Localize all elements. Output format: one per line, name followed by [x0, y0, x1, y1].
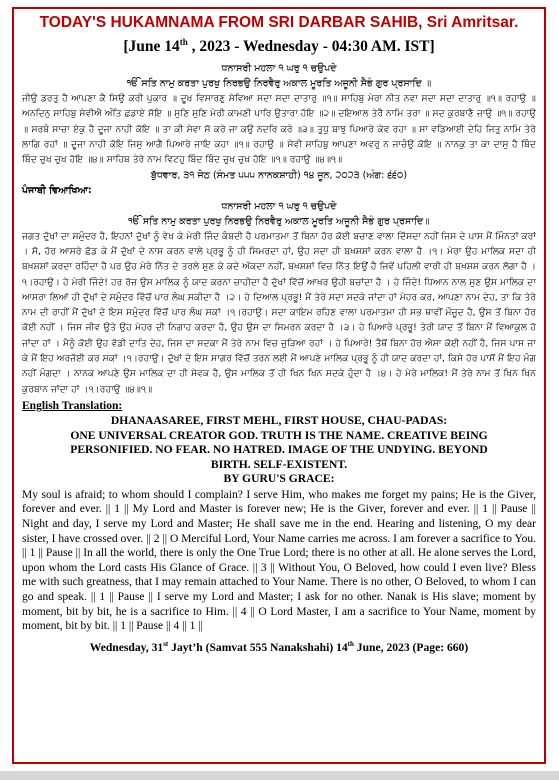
- gurmukhi-mool-mantar: ੴ ਸਤਿ ਨਾਮੁ ਕਰਤਾ ਪੁਰਖੁ ਨਿਰਭਉ ਨਿਰਵੈਰੁ ਅਕਾਲ ਮੂਰਤਿ ਅਜੂਨੀ ਸੈਭੰ ਗੁਰ ਪ੍ਰਸਾਦਿ ॥: [126, 78, 432, 90]
- date-prefix: [June 14: [123, 38, 180, 56]
- punjabi-heading: ਧਨਾਸਰੀ ਮਹਲਾ ੧ ਘਰੁ ੧ ਚਉਪਦੇ: [221, 200, 337, 212]
- punjabi-label: ਪੰਜਾਬੀ ਵਿਆਖਿਆ:: [22, 184, 92, 196]
- footer-sup-1: st: [163, 639, 169, 648]
- english-heading-3: PERSONIFIED. NO FEAR. NO HATRED. IMAGE OF THE UNDYING. BEYOND: [70, 443, 488, 457]
- english-heading-5: BY GURU'S GRACE:: [223, 472, 335, 486]
- punjabi-mool-mantar: ੴ ਸਤਿ ਨਾਮੁ ਕਰਤਾ ਪੁਰਖੁ ਨਿਰਭਉ ਨਿਰਵੈਰੁ ਅਕਾਲ ਮੂਰਤਿ ਅਜੂਨੀ ਸੈਭੰ ਗੁਰ ਪ੍ਰਸਾਦਿ॥: [128, 215, 430, 227]
- date-line: [22, 32, 536, 57]
- footer-part-c: June, 2023 (Page: 660): [353, 640, 469, 654]
- hukamnama-frame: [12, 7, 546, 764]
- gurmukhi-date-line: ਬੁੱਧਵਾਰ, ੩੧ ਜੇਠ (ਸੰਮਤ ੫੫੫ ਨਾਨਕਸ਼ਾਹੀ) ੧੪ ਜੂਨ, ੨੦੨੩ (ਅੰਗ: ੬੬੦): [150, 169, 408, 181]
- date-suffix: , 2023 - Wednesday - 04:30 AM. IST]: [187, 38, 435, 56]
- gurmukhi-heading: ਧਨਾਸਰੀ ਮਹਲਾ ੧ ਘਰੁ ੧ ਚਉਪਦੇ: [221, 63, 337, 75]
- punjabi-explanation: ਜਗਤ ਦੁੱਖਾਂ ਦਾ ਸਮੁੰਦਰ ਹੈ, ਇਹਨਾਂ ਦੁੱਖਾਂ ਨੂੰ ਵੇਖ ਕੇ ਮੇਰੀ ਜਿੰਦ ਕੰਬਦੀ ਹੈ ਪਰਮਾਤਮਾ ਤੋਂ ਬਿਨਾ ਹੋਰ ਕੋਈ ਬਚਾਣ ਵਾਲਾ ਦਿੱਸਦਾ ਨਹੀਂ ਜਿਸ ਦੇ ਪਾਸ ਮੈਂ ਮਿੰਨਤਾਂ ਕਰਾਂ । ਸੋ, ਹੋਰ ਆਸਰੇ ਛੱਡ ਕੇ ਮੈਂ ਦੁੱਖਾਂ ਦੇ ਨਾਸ ਕਰਨ ਵਾਲੇ ਪ੍ਰਭੂ ਨੂੰ ਹੀ ਸਿਮਰਦਾ ਹਾਂ, ਉਹ ਸਦਾ ਹੀ ਬਖ਼ਸ਼ਸ਼ਾਂ ਕਰਨ ਵਾਲਾ ਹੈ ।੧। ਮੇਰਾ ਉਹ ਮਾਲਿਕ ਸਦਾ ਹੀ ਬਖ਼ਸ਼ਸ਼ਾਂ ਕਰਦਾ ਰਹਿੰਦਾ ਹੈ ਪਰ ਉਹ ਮੇਰੇ ਨਿੱਤ ਦੇ ਤਰਲੇ ਸੁਣ ਕੇ ਕਦੇ ਅੱਕਦਾ ਨਹੀਂ, ਬਖ਼ਸ਼ਸ਼ਾਂ ਵਿਚ ਨਿੱਤ ਇਉਂ ਹੈ ਜਿਵੇਂ ਪਹਿਲੀ ਵਾਰੀ ਹੀ ਬਖ਼ਸ਼ਸ਼ ਕਰਨ ਲੱਗਾ ਹੈ ।੧।ਰਹਾਉ। ਹੇ ਮੇਰੀ ਜਿੰਦੇ! ਹਰ ਰੋਜ਼ ਉਸ ਮਾਲਿਕ ਨੂੰ ਯਾਦ ਕਰਨਾ ਚਾਹੀਦਾ ਹੈ ਦੁੱਖਾਂ ਵਿੱਚੋਂ ਆਖ਼ਰ ਉਹੀ ਬਚਾਂਦਾ ਹੈ । ਹੇ ਜਿੰਦੇ! ਧਿਆਨ ਨਾਲ ਸੁਣ ਉਸ ਮਾਲਿਕ ਦਾ ਆਸਰਾ ਲਿਆਂ ਹੀ ਦੁੱਖਾਂ ਦੇ ਸਮੁੰਦਰ ਵਿੱਚੋਂ ਪਾਰ ਲੰਘ ਸਕੀਦਾ ਹੈ ।੨। ਹੇ ਦਿਆਲ ਪ੍ਰਭੂ! ਮੈਂ ਤੇਰੇ ਸਦਾ ਸਦਕੇ ਜਾਂਦਾ ਹਾਂ ਮੇਹਰ ਕਰ, ਆਪਣਾ ਨਾਮ ਦੇਹ, ਤਾ ਕਿ ਤੇਰੇ ਨਾਮ ਦੀ ਰਾਹੀਂ ਮੈਂ ਦੁੱਖਾਂ ਦੇ ਇਸ ਸਮੁੰਦਰ ਵਿੱਚੋਂ ਪਾਰ ਲੰਘ ਸਕਾਂ ।੧।ਰਹਾਉ। ਸਦਾ ਕਾਇਮ ਰਹਿਣ ਵਾਲਾ ਪਰਮਾਤਮਾ ਹੀ ਸਭ ਥਾਵੀਂ ਮੌਜੂਦ ਹੈ, ਉਸ ਤੋਂ ਬਿਨਾ ਹੋਰ ਕੋਈ ਨਹੀਂ । ਜਿਸ ਜੀਵ ਉਤੇ ਉਹ ਮੇਹਰ ਦੀ ਨਿਗਾਹ ਕਰਦਾ ਹੈ, ਉਹ ਉਸ ਦਾ ਸਿਮਰਨ ਕਰਦਾ ਹੈ ।੩। ਹੇ ਪਿਆਰੇ ਪ੍ਰਭੂ! ਤੇਰੀ ਯਾਦ ਤੋਂ ਬਿਨਾ ਮੈਂ ਵਿਆਕੁਲ ਹੋ ਜਾਂਦਾ ਹਾਂ । ਮੈਨੂੰ ਕੋਈ ਉਹ ਵੱਡੀ ਦਾਤਿ ਦੇਹ, ਜਿਸ ਦਾ ਸਦਕਾ ਮੈਂ ਤੇਰੇ ਨਾਮ ਵਿਚ ਜੁੜਿਆ ਰਹਾਂ । ਹੇ ਪਿਆਰੇ! ਤੈਥੋਂ ਬਿਨਾ ਹੋਰ ਐਸਾ ਕੋਈ ਨਹੀਂ ਹੈ, ਜਿਸ ਪਾਸ ਜਾ ਕੇ ਮੈਂ ਇਹ ਅਰਜ਼ੋਈ ਕਰ ਸਕਾਂ ।੧।ਰਹਾਉ। ਦੁੱਖਾਂ ਦੇ ਇਸ ਸਾਗਰ ਵਿੱਚੋਂ ਤਰਨ ਲਈ ਮੈਂ ਆਪਣੇ ਮਾਲਿਕ ਪ੍ਰਭੂ ਨੂੰ ਹੀ ਯਾਦ ਕਰਦਾ ਹਾਂ, ਕਿਸੇ ਹੋਰ ਪਾਸੋਂ ਮੈਂ ਇਹ ਮੰਗ ਨਹੀਂ ਮੰਗਦਾ । ਨਾਨਕ ਆਪਣੇ ਉਸ ਮਾਲਿਕ ਦਾ ਹੀ ਸੇਵਕ ਹੈ, ਉਸ ਮਾਲਿਕ ਤੋਂ ਹੀ ਖਿਨ ਖਿਨ ਸਦਕੇ ਹੁੰਦਾ ਹੈ ।੪। ਹੇ ਮੇਰੇ ਮਾਲਿਕ! ਮੈਂ ਤੇਰੇ ਨਾਮ ਤੋਂ ਖਿਨ ਖਿਨ ਕੁਰਬਾਨ ਜਾਂਦਾ ਹਾਂ ।੧।ਰਹਾਉ ॥੪॥੧॥: [22, 230, 536, 395]
- english-heading-2: ONE UNIVERSAL CREATOR GOD. TRUTH IS THE NAME. CREATIVE BEING: [70, 428, 488, 442]
- date-sup: th: [179, 37, 188, 47]
- footer-part-a: Wednesday, 31: [89, 640, 164, 654]
- english-heading-1: DHANAASAREE, FIRST MEHL, FIRST HOUSE, CHAU-PADAS:: [110, 413, 448, 427]
- english-date-footer: [22, 636, 536, 656]
- english-heading-4: BIRTH. SELF-EXISTENT.: [210, 457, 348, 471]
- page-title: TODAY'S HUKAMNAMA FROM SRI DARBAR SAHIB, Sri Amritsar.: [39, 14, 519, 31]
- english-label: English Translation:: [22, 399, 123, 412]
- footer-part-b: Jayt’h (Samvat 555 Nanakshahi) 14: [168, 640, 348, 654]
- english-translation: My soul is afraid; to whom should I complain? I serve Him, who makes me forget my pains; He is the Giver, forever and ever. || 1 || My Lord and Master is forever new; He is the Giver, forever and ever. || 1 || Pause || Night and day, I serve my Lord and Master; He shall save me in the end. Hearing and listening, O my dear sister, I have crossed over. || 2 || O Merciful Lord, Your Name carries me across. I am forever a sacrifice to You. || 1 || Pause || In all the world, there is only the One True Lord; there is no other at all. He alone serves the Lord, upon whom the Lord casts His Glance of Grace. || 3 || Without You, O Beloved, how could I even live? Bless me with such greatness, that I may remain attached to Your Name. There is no other, O Beloved, to whom I can go and speak. || 1 || Pause || I serve my Lord and Master; I ask for no other. Nanak is His slave; moment by moment, bit by bit, he is a sacrifice to Him. || 4 || O Lord Master, I am a sacrifice to Your Name, moment by moment, bit by bit. || 1 || Pause || 4 || 1 ||: [22, 488, 536, 633]
- footer-sup-2: th: [347, 639, 354, 648]
- gurmukhi-shabad: ਜੀਉ ਡਰਤੁ ਹੈ ਆਪਣਾ ਕੈ ਸਿਉ ਕਰੀ ਪੁਕਾਰ ॥ ਦੂਖ ਵਿਸਾਰਣੁ ਸੇਵਿਆ ਸਦਾ ਸਦਾ ਦਾਤਾਰੁ ॥੧॥ ਸਾਹਿਬੁ ਮੇਰਾ ਨੀਤ ਨਵਾ ਸਦਾ ਸਦਾ ਦਾਤਾਰੁ ॥੧॥ ਰਹਾਉ ॥ ਅਨਦਿਨੁ ਸਾਹਿਬੁ ਸੇਵੀਐ ਅੰਤਿ ਛਡਾਏ ਸੋਇ ॥ ਸੁਣਿ ਸੁਣਿ ਮੇਰੀ ਕਾਮਣੀ ਪਾਰਿ ਉਤਾਰਾ ਹੋਇ ॥੨॥ ਦਇਆਲ ਤੇਰੈ ਨਾਮਿ ਤਰਾ ॥ ਸਦ ਕੁਰਬਾਣੈ ਜਾਉ ॥੧॥ ਰਹਾਉ ॥ ਸਰਬੰ ਸਾਚਾ ਏਕੁ ਹੈ ਦੂਜਾ ਨਾਹੀ ਕੋਇ ॥ ਤਾ ਕੀ ਸੇਵਾ ਸੋ ਕਰੇ ਜਾ ਕਉ ਨਦਰਿ ਕਰੇ ॥੩॥ ਤੁਧੁ ਬਾਝੁ ਪਿਆਰੇ ਕੇਵ ਰਹਾ ॥ ਸਾ ਵਡਿਆਈ ਦੇਹਿ ਜਿਤੁ ਨਾਮਿ ਤੇਰੇ ਲਾਗਿ ਰਹਾਂ ॥ ਦੂਜਾ ਨਾਹੀ ਕੋਇ ਜਿਸੁ ਆਗੈ ਪਿਆਰੇ ਜਾਇ ਕਹਾ ॥੧॥ ਰਹਾਉ ॥ ਸੇਵੀ ਸਾਹਿਬੁ ਆਪਣਾ ਅਵਰੁ ਨ ਜਾਚੰਉ ਕੋਇ ॥ ਨਾਨਕੁ ਤਾ ਕਾ ਦਾਸੁ ਹੈ ਬਿੰਦ ਬਿੰਦ ਚੁਖ ਚੁਖ ਹੋਇ ॥੪॥ ਸਾਹਿਬ ਤੇਰੇ ਨਾਮ ਵਿਟਹੁ ਬਿੰਦ ਬਿੰਦ ਚੁਖ ਚੁਖ ਹੋਇ ॥੧॥ ਰਹਾਉ ॥੪॥੧॥: [22, 93, 536, 166]
- scrollbar-track[interactable]: [0, 771, 559, 780]
